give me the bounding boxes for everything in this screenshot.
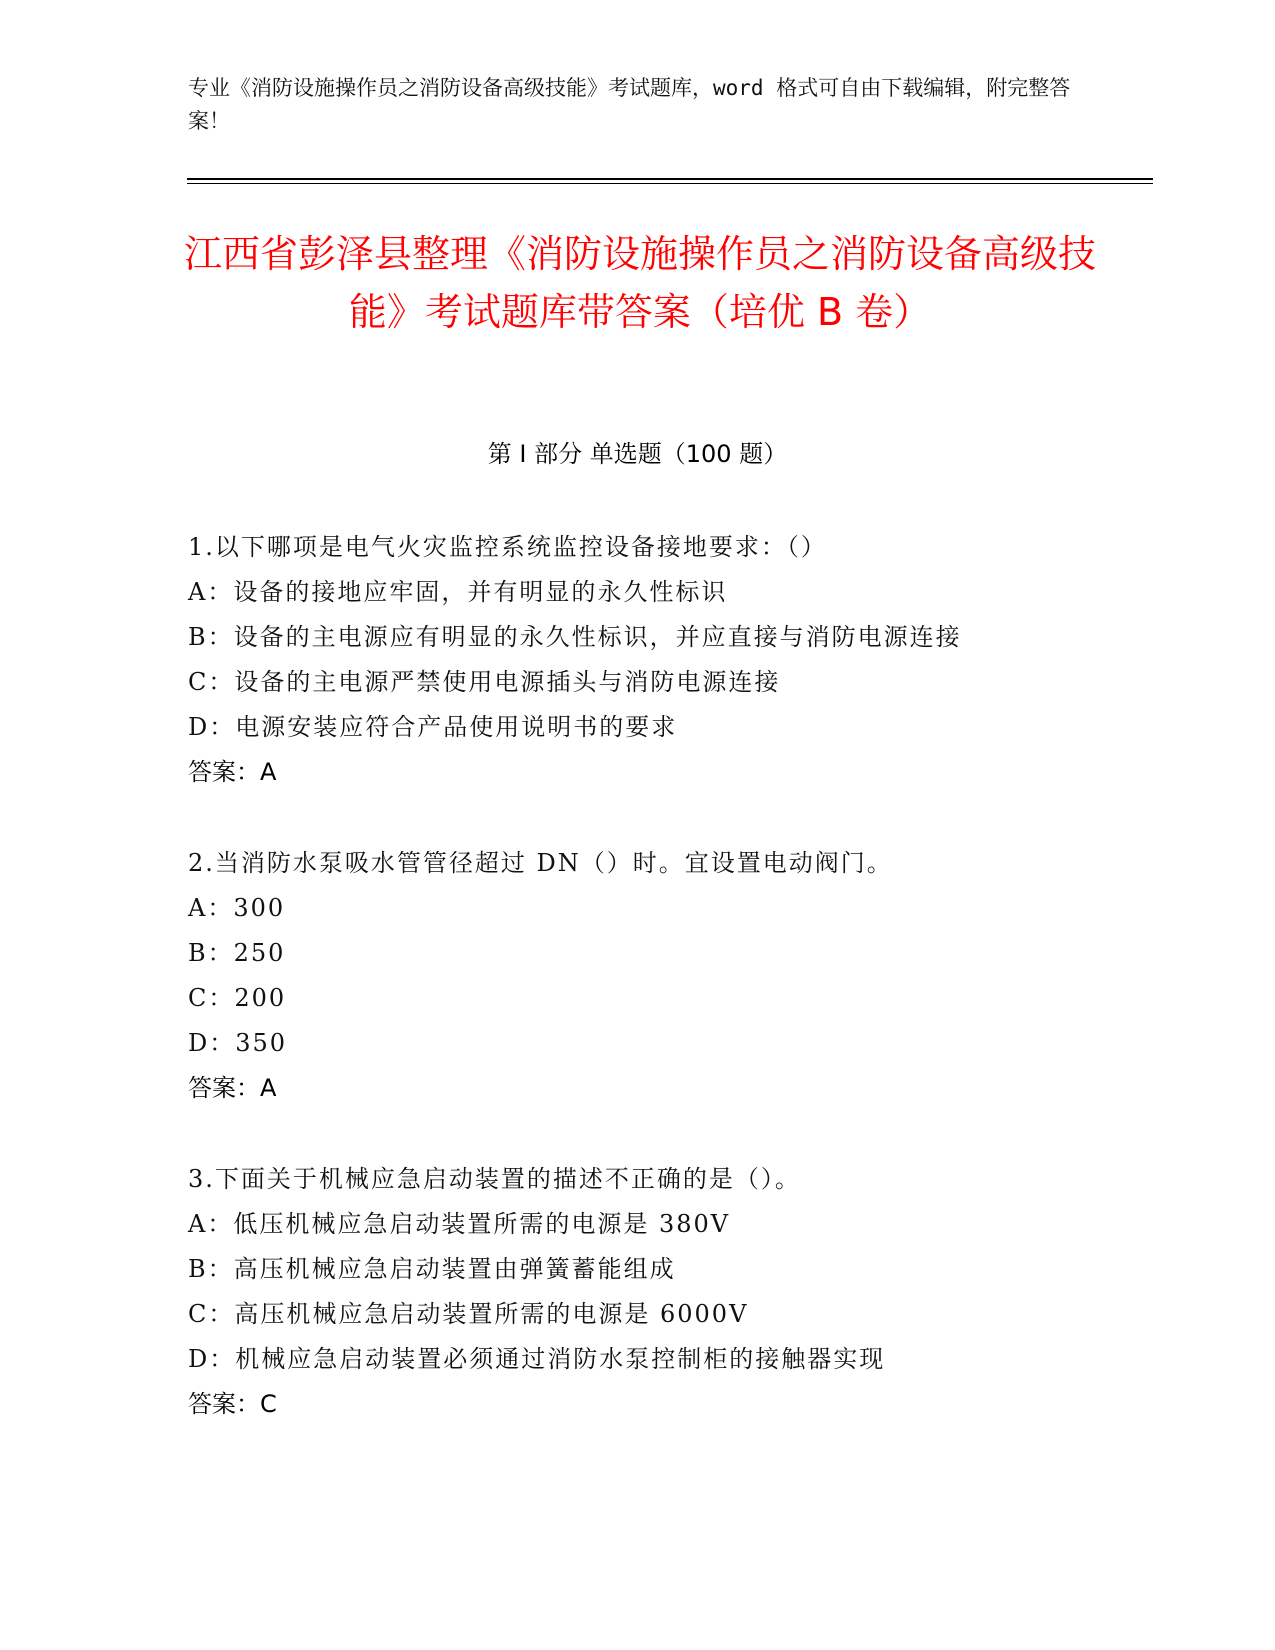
question-3 <box>188 1157 1088 1427</box>
option-b: B：高压机械应急启动装置由弹簧蓄能组成 <box>188 1255 676 1283</box>
option-d: D：350 <box>188 1029 288 1057</box>
option-a: A：低压机械应急启动装置所需的电源是 380V <box>188 1210 731 1238</box>
option-a: A：设备的接地应牢固，并有明显的永久性标识 <box>188 578 728 606</box>
section-heading: 第 I 部分 单选题（100 题） <box>487 440 788 468</box>
header-divider-thin <box>187 183 1153 184</box>
answer-line: 答案：C <box>188 1390 277 1418</box>
document-title: 江西省彭泽县整理《消防设施操作员之消防设备高级技能》考试题库带答案（培优 B 卷） <box>183 232 1096 334</box>
question-1 <box>188 525 1088 795</box>
header-note: 专业《消防设施操作员之消防设备高级技能》考试题库，word 格式可自由下载编辑，附完整答案！ <box>188 76 1071 133</box>
option-c: C：高压机械应急启动装置所需的电源是 6000V <box>188 1300 749 1328</box>
answer-line: 答案：A <box>188 758 277 786</box>
question-stem: 3.下面关于机械应急启动装置的描述不正确的是（）。 <box>188 1165 801 1193</box>
option-b: B：250 <box>188 939 286 967</box>
option-d: D：电源安装应符合产品使用说明书的要求 <box>188 713 678 741</box>
option-d: D：机械应急启动装置必须通过消防水泵控制柜的接触器实现 <box>188 1345 886 1373</box>
question-stem: 2.当消防水泵吸水管管径超过 DN（）时。宜设置电动阀门。 <box>188 849 893 877</box>
answer-line: 答案：A <box>188 1074 277 1102</box>
option-c: C：200 <box>188 984 287 1012</box>
option-b: B：设备的主电源应有明显的永久性标识，并应直接与消防电源连接 <box>188 623 962 651</box>
question-2 <box>188 841 1088 1111</box>
option-a: A：300 <box>188 894 286 922</box>
option-c: C：设备的主电源严禁使用电源插头与消防电源连接 <box>188 668 781 696</box>
question-stem: 1.以下哪项是电气火灾监控系统监控设备接地要求：（） <box>188 533 827 561</box>
header-divider-thick <box>187 178 1153 180</box>
